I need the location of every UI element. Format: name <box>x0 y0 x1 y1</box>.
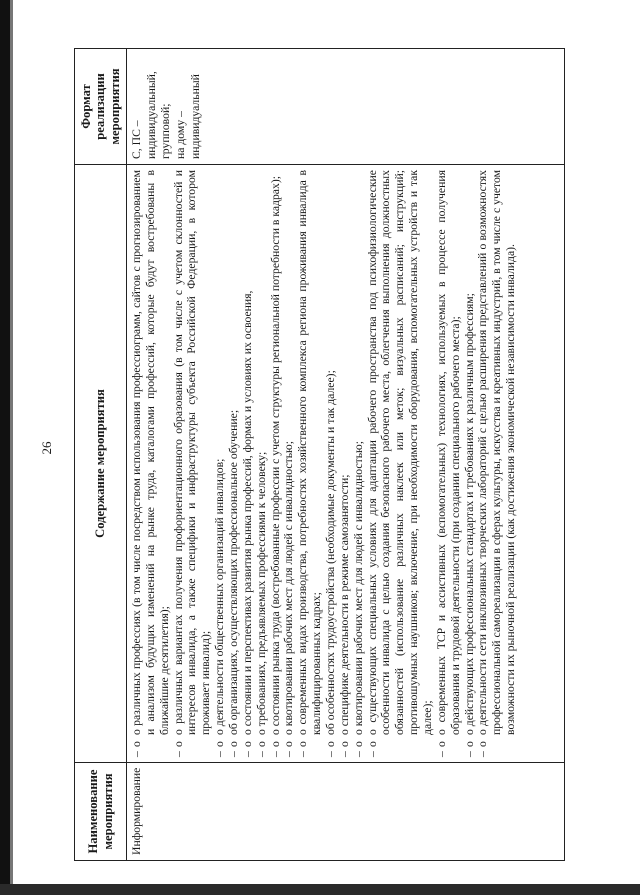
activity-content-cell <box>127 165 565 763</box>
format-line: С, ПС – <box>130 120 143 159</box>
bullet-marker: о <box>171 741 185 747</box>
bullet-marker: о <box>324 741 338 747</box>
dash-marker: – <box>324 751 338 757</box>
activity-name-cell <box>127 763 565 861</box>
rotated-page-content <box>74 49 565 861</box>
list-item <box>462 170 477 757</box>
dash-marker: – <box>240 751 254 757</box>
bullet-marker: о <box>365 741 379 747</box>
list-item <box>351 170 366 757</box>
dash-marker: – <box>130 751 143 757</box>
scan-edge-bottom <box>0 884 640 895</box>
list-item-text: о различных вариантах получения профориентационного образования (в том числе с учетом склонностей и интересов инвалида, а также специфики и инфраструктуры субъекта Российской Федерации, в котором проживает инвалид); <box>171 170 213 735</box>
dash-marker: – <box>227 751 241 757</box>
format-line: индивидуальный <box>188 74 202 159</box>
format-lines <box>130 54 203 159</box>
list-item <box>213 170 227 757</box>
list-item <box>324 170 338 757</box>
bullet-marker: о <box>268 741 282 747</box>
bullet-marker: о <box>213 741 227 747</box>
dash-marker: – <box>254 751 268 757</box>
bullet-marker: о <box>130 741 143 747</box>
list-item-text: о современных видах производства, потребностях хозяйственного комплекса региона проживания инвалида в квалифицированных кадрах; <box>296 170 324 735</box>
dash-marker: – <box>337 751 351 757</box>
list-item-text: о различных профессиях (в том числе посредством использования профессиограмм, сайтов с прогнозированием и анализом будущих изменений на рынке труда, каталогами профессий, которые будут востребованы в ближайшие десятилетия); <box>130 170 171 735</box>
list-item <box>296 170 324 757</box>
scan-edge-left-shade <box>10 0 13 895</box>
list-item <box>434 170 463 757</box>
list-item-text: о деятельности сети инклюзивных творческих лабораторий с целью расширения представлений о возможностях профессиональной самореализации в сферах культуры, искусства и креативных индустрий, в том числе с учетом возможности их рыночной реализации (как достижения экономической независимости инвалида). <box>476 170 518 735</box>
list-item-text: об организациях, осуществляющих профессиональное обучение; <box>227 409 241 735</box>
list-item-text: о квотировании рабочих мест для людей с инвалидностью; <box>282 440 296 735</box>
bullet-marker: о <box>227 741 241 747</box>
content-list <box>130 170 518 757</box>
activities-table <box>74 48 565 861</box>
dash-marker: – <box>213 751 227 757</box>
scan-edge-left <box>0 0 10 895</box>
list-item <box>476 170 518 757</box>
bullet-marker: о <box>476 741 490 747</box>
list-item <box>240 170 255 757</box>
bullet-marker: о <box>337 741 351 747</box>
dash-marker: – <box>296 751 310 757</box>
dash-marker: – <box>351 751 365 757</box>
dash-marker: – <box>365 751 379 757</box>
header-content: Содержание мероприятия <box>75 165 127 763</box>
list-item <box>365 170 435 757</box>
list-item-text: о действующих профессиональных стандартах и требованиях к различным профессиям; <box>462 293 476 735</box>
list-item-text: о состоянии и перспективах развития рынка профессий, формах и условиях их освоения, <box>240 290 254 735</box>
list-item-text: о специфике деятельности в режиме самозанятости; <box>337 474 351 735</box>
table-row <box>127 49 565 861</box>
activity-name: Информирование <box>130 767 143 855</box>
dash-marker: – <box>282 751 296 757</box>
table-header-row <box>75 49 127 861</box>
activity-format-cell <box>127 49 565 165</box>
list-item-text: о деятельности общественных организаций инвалидов; <box>213 458 227 735</box>
dash-marker: – <box>171 751 185 757</box>
dash-marker: – <box>462 751 476 757</box>
header-name: Наименование мероприятия <box>75 763 127 861</box>
list-item-text: о требованиях, предъявляемых профессиями к человеку; <box>254 451 268 735</box>
header-format: Формат реализации мероприятия <box>75 49 127 165</box>
list-item <box>227 170 241 757</box>
format-line: на дому – <box>173 111 187 159</box>
list-item <box>130 170 172 757</box>
list-item-text: о существующих специальных условиях для адаптации рабочего пространства под психофизиологические особенности инвалида с целью создания безопасного рабочего места, облегчения выполнения должностных обязанностей (использование различных наклеек или меток; визуальных расписаний; инструкций; противошумных наушников; включение, при необходимости оборудования, вспомогательных устройств и так далее); <box>365 170 435 735</box>
list-item <box>171 170 214 757</box>
bullet-marker: о <box>296 741 310 747</box>
format-line: индивидуальный, <box>144 71 158 159</box>
page-number: 26 <box>39 441 54 455</box>
list-item <box>254 170 269 757</box>
bullet-marker: о <box>254 741 268 747</box>
list-item-text: о квотировании рабочих мест для людей с инвалидностью; <box>351 440 365 735</box>
list-item-text: об особенностях трудоустройства (необходимые документы и так далее); <box>324 370 338 735</box>
list-item <box>282 170 296 757</box>
dash-marker: – <box>268 751 282 757</box>
bullet-marker: о <box>462 741 476 747</box>
bullet-marker: о <box>351 741 365 747</box>
bullet-marker: о <box>282 741 296 747</box>
list-item <box>337 170 352 757</box>
dash-marker: – <box>476 751 490 757</box>
list-item <box>268 170 283 757</box>
list-item-text: о состоянии рынка труда (востребованные профессии с учетом структуры региональной потребности в кадрах); <box>268 176 282 735</box>
dash-marker: – <box>434 751 448 757</box>
format-line: групповой; <box>159 103 173 159</box>
bullet-marker: о <box>240 741 254 747</box>
bullet-marker: о <box>434 741 448 747</box>
list-item-text: о современных ТСР и ассистивных (вспомогательных) технологиях, используемых в процессе получения образования и трудовой деятельности (при создании специального рабочего места); <box>434 170 462 735</box>
